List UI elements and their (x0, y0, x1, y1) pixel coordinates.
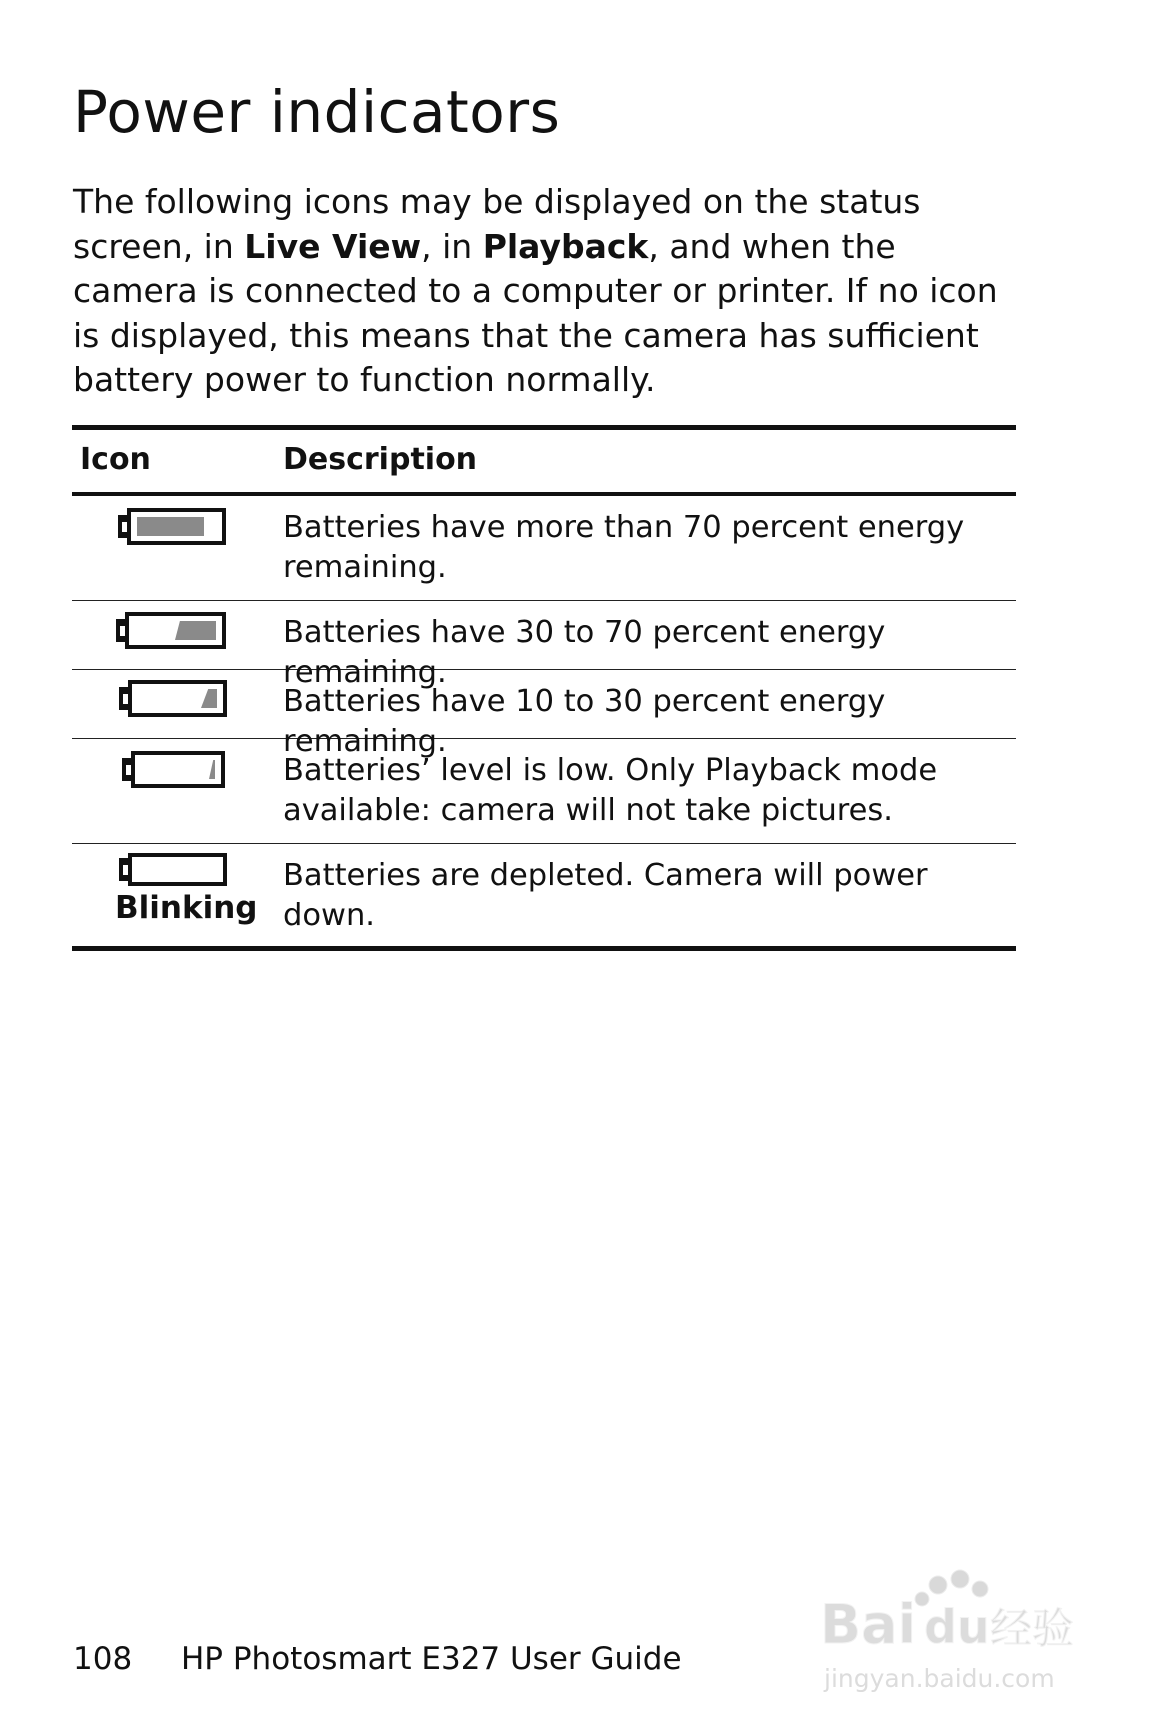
table-row (72, 739, 1016, 844)
page-title: Power indicators (73, 78, 561, 146)
baidu-watermark (820, 1565, 1120, 1695)
table-header (72, 430, 1016, 496)
guide-title: HP Photosmart E327 User Guide (181, 1641, 682, 1677)
intro-live-view: Live View (244, 226, 422, 266)
page-footer (73, 1641, 682, 1677)
row-description: Batteries have 30 to 70 percent energy remaining. (283, 615, 886, 690)
table-row (72, 670, 1016, 759)
header-description: Description (283, 442, 478, 477)
intro-text-2: , in (421, 226, 483, 266)
intro-text-3: , and when the camera is connected to a computer or printer. If no icon is displayed, this means that the camera has sufficient battery power to function normally. (73, 226, 998, 399)
watermark-jingyan: 经验 (990, 1604, 1075, 1653)
row-description: Batteries have 10 to 30 percent energy remaining. (283, 684, 886, 759)
table-row (72, 601, 1016, 690)
table-row (72, 496, 1016, 601)
row-description: Batteries are depleted. Camera will power down. (283, 858, 928, 933)
table-row (72, 844, 1016, 946)
blinking-label: Blinking (115, 890, 258, 926)
power-indicators-table (72, 425, 1016, 951)
intro-playback: Playback (482, 226, 649, 266)
watermark-url: jingyan.baidu.com (824, 1664, 1055, 1693)
intro-paragraph (73, 180, 1013, 403)
page-number: 108 (73, 1641, 133, 1677)
intro-text-1: The following icons may be displayed on the status screen, in (73, 182, 921, 266)
row-description: Batteries have more than 70 percent energy remaining. (283, 510, 965, 585)
row-description: Batteries’ level is low. Only Playback mode available: camera will not take pictures. (283, 753, 938, 828)
header-icon: Icon (80, 442, 151, 477)
watermark-du: du (924, 1600, 990, 1654)
watermark-bai: Bai (820, 1593, 917, 1656)
